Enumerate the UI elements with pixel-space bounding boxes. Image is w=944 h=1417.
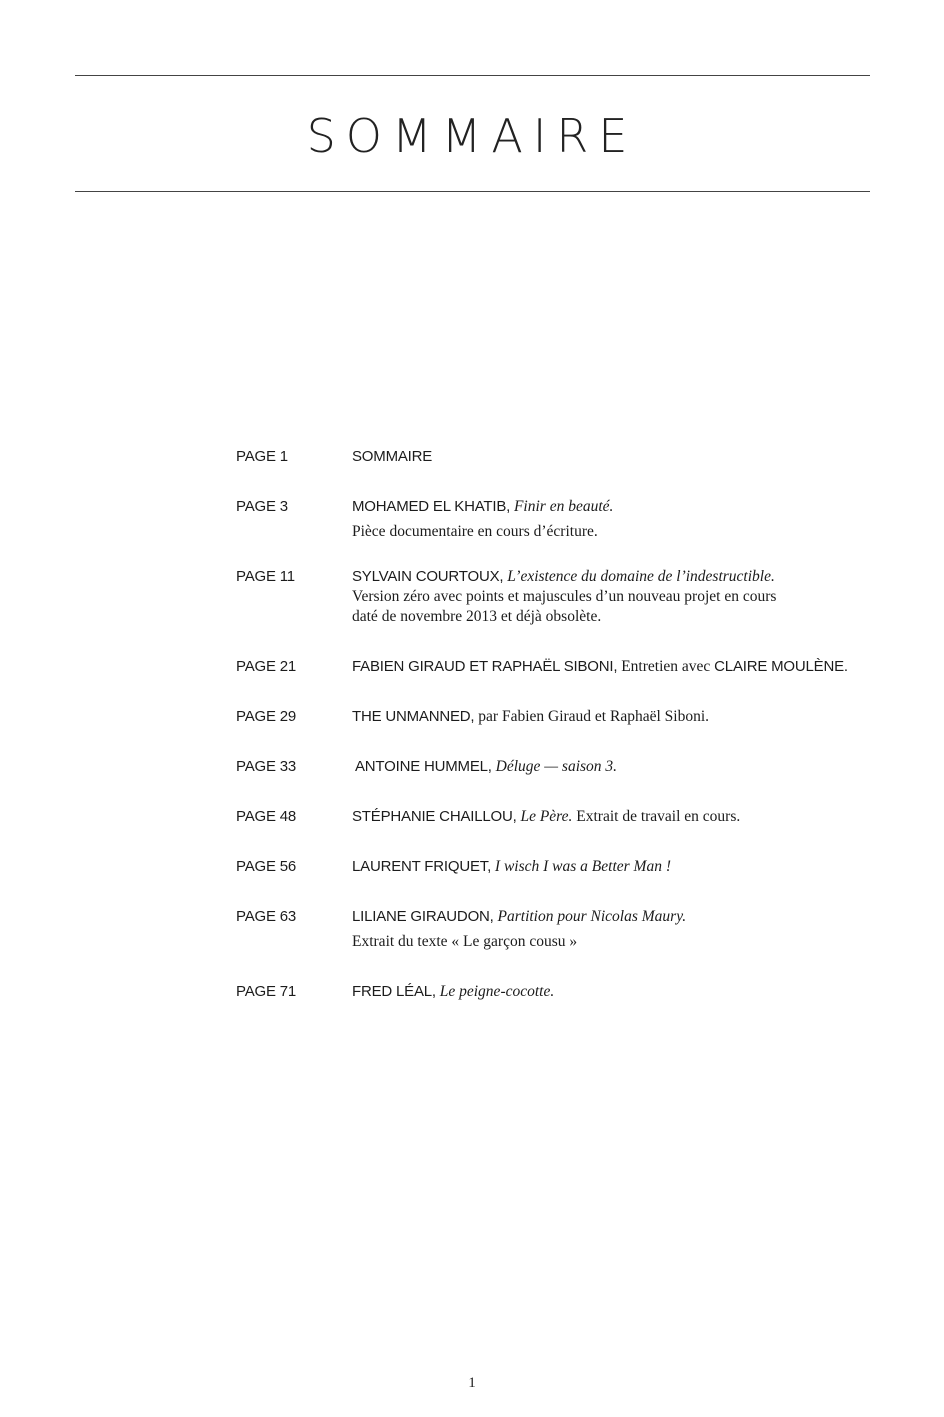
toc-page-label: PAGE 1 <box>236 448 288 465</box>
toc-entry-content <box>355 757 944 777</box>
toc-author: ANTOINE HUMMEL, <box>355 758 492 775</box>
toc-note: daté de novembre 2013 et déjà obsolète. <box>352 608 602 625</box>
top-rule <box>75 75 870 76</box>
toc-author: STÉPHANIE CHAILLOU, <box>352 808 517 825</box>
toc-work-title: Déluge — saison 3. <box>495 758 618 775</box>
toc-work-title: Finir en beauté. <box>513 498 614 515</box>
toc-author: FABIEN GIRAUD ET RAPHAËL SIBONI, <box>352 658 618 675</box>
toc-text: Entretien avec <box>621 658 711 675</box>
bottom-rule <box>75 191 870 192</box>
toc-entry-content <box>352 567 942 627</box>
toc-author: MOHAMED EL KHATIB, <box>352 498 511 515</box>
toc-author: SOMMAIRE <box>352 448 433 465</box>
toc-entry-content <box>352 657 942 677</box>
toc-entry-content <box>352 857 942 877</box>
toc-page-label: PAGE 3 <box>236 498 288 515</box>
toc-note: Pièce documentaire en cours d’écriture. <box>352 523 598 540</box>
toc-author-2: CLAIRE MOULÈNE. <box>714 658 848 675</box>
toc-text: Extrait de travail en cours. <box>576 808 741 825</box>
toc-text: par Fabien Giraud et Raphaël Siboni. <box>478 708 710 725</box>
toc-page-label: PAGE 33 <box>236 758 297 775</box>
toc-page-label: PAGE 48 <box>236 808 297 825</box>
toc-work-title: Partition pour Nicolas Maury. <box>497 908 687 925</box>
toc-author: FRED LÉAL, <box>352 983 436 1000</box>
toc-page-label: PAGE 63 <box>236 908 297 925</box>
toc-entry-content <box>352 497 942 542</box>
toc-page-label: PAGE 71 <box>236 983 297 1000</box>
toc-author: LAURENT FRIQUET, <box>352 858 492 875</box>
toc-page-label: PAGE 11 <box>236 568 295 585</box>
toc-note: Version zéro avec points et majuscules d’un nouveau projet en cours <box>352 588 777 605</box>
toc-entry-content <box>352 707 942 727</box>
page-number: 1 <box>468 1375 476 1391</box>
page-title: SOMMAIRE <box>306 109 638 163</box>
toc-author: LILIANE GIRAUDON, <box>352 908 494 925</box>
toc-work-title: Le Père. <box>520 808 573 825</box>
toc-work-title: I wisch I was a Better Man ! <box>494 858 671 875</box>
toc-author: THE UNMANNED, <box>352 708 475 725</box>
toc-note: Extrait du texte « Le garçon cousu » <box>352 933 578 950</box>
toc-entry-content <box>352 447 942 467</box>
toc-entry-content <box>352 807 942 827</box>
toc-page-label: PAGE 29 <box>236 708 297 725</box>
toc-page-label: PAGE 21 <box>236 658 297 675</box>
toc-work-title: L’existence du domaine de l’indestructible. <box>507 568 775 585</box>
toc-author: SYLVAIN COURTOUX, <box>352 568 504 585</box>
toc-entry-content <box>352 982 942 1002</box>
toc-entry-content <box>352 907 942 952</box>
toc-work-title: Le peigne-cocotte. <box>439 983 555 1000</box>
toc-page-label: PAGE 56 <box>236 858 297 875</box>
